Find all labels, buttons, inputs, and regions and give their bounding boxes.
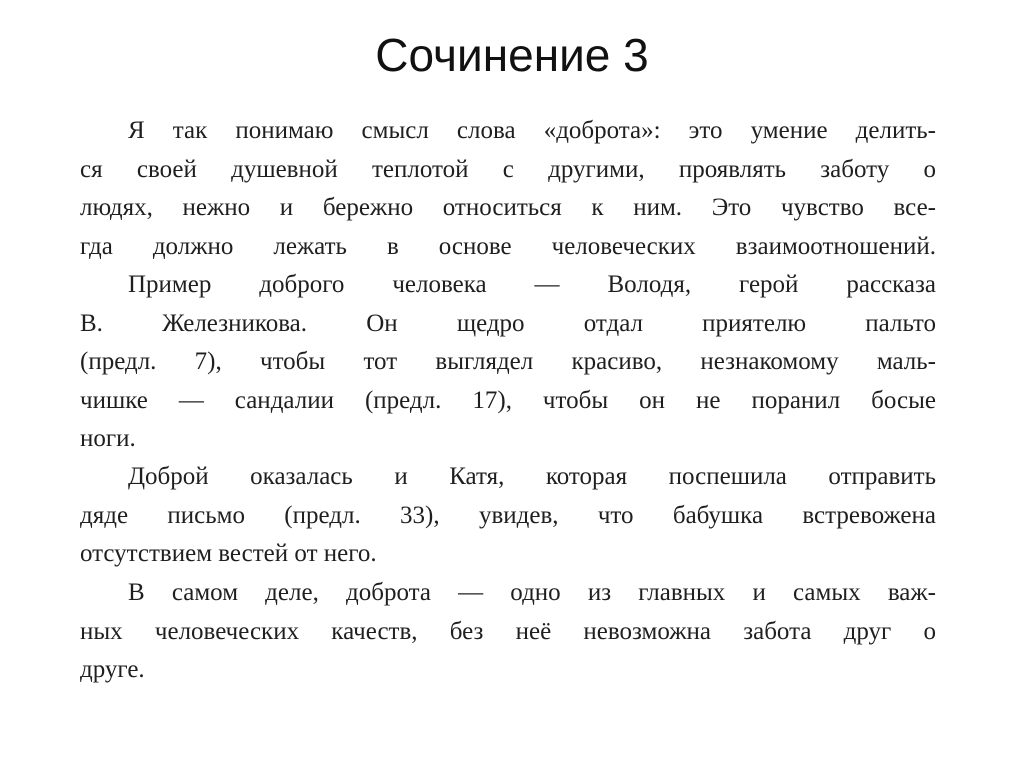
essay-line: Я так понимаю смысл слова «доброта»: это умение делить-: [128, 117, 936, 144]
essay-paragraph-2: [80, 266, 936, 459]
essay-line: Пример доброго человека — Володя, герой рассказа: [128, 271, 936, 298]
essay-line: В самом деле, доброта — одно из главных и самых важ-: [128, 579, 936, 606]
essay-paragraph-3: [80, 458, 936, 574]
essay-scan: [80, 108, 936, 702]
essay-line: В. Железникова. Он щедро отдал приятелю пальто: [80, 309, 936, 337]
essay-paragraph-1: [80, 112, 936, 266]
essay-line: Доброй оказалась и Катя, которая поспешила отправить: [128, 463, 936, 490]
slide-title: Сочинение 3: [375, 29, 649, 81]
essay-paragraph-4: [80, 574, 936, 690]
essay-line: друге.: [80, 656, 145, 683]
essay-line: отсутствием вестей от него.: [80, 540, 377, 567]
essay-line: ных человеческих качеств, без неё невозможна забота друг о: [80, 617, 936, 645]
essay-line: чишке — сандалии (предл. 17), чтобы он не поранил босые: [80, 386, 936, 414]
essay-line: дяде письмо (предл. 33), увидев, что бабушка встревожена: [80, 501, 936, 529]
essay-line: гда должно лежать в основе человеческих взаимоотношений.: [80, 232, 936, 260]
essay-line: (предл. 7), чтобы тот выглядел красиво, незнакомому маль-: [80, 348, 936, 375]
essay-line: людях, нежно и бережно относиться к ним. Это чувство все-: [80, 194, 936, 221]
essay-line: ся своей душевной теплотой с другими, проявлять заботу о: [80, 155, 936, 183]
essay-line: ноги.: [80, 425, 136, 452]
